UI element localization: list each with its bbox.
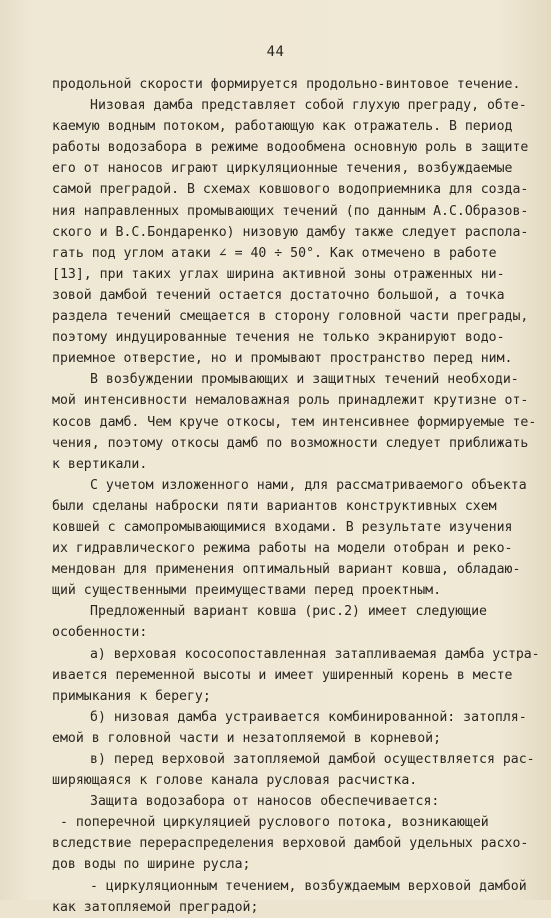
- text-line: раздела течений смещается в сторону головной части преграды,: [52, 309, 529, 325]
- text-line: ского и В.С.Бондаренко) низовую дамбу также следует распола-: [52, 224, 529, 240]
- text-line: гать под углом атаки ∠ = 40 ÷ 50°. Как отмечено в работе: [52, 245, 497, 261]
- text-line: - поперечной циркуляцией руслового потока, возникающей: [60, 815, 489, 831]
- text-line: емой в головной части и незатопляемой в корневой;: [52, 730, 442, 746]
- text-line: работы водозабора в режиме водообмена основную роль в защите: [52, 140, 529, 156]
- text-line: к вертикали.: [52, 456, 148, 472]
- text-line: чения, поэтому откосы дамб по возможности следует приближать: [52, 435, 529, 451]
- text-line: зовой дамбой течений остается достаточно большой, а точка: [52, 287, 505, 303]
- text-line: а) верховая кососопоставленная затапливаемая дамба устра-: [90, 646, 540, 662]
- text-line: С учетом изложенного нами, для рассматриваемого объекта: [90, 477, 527, 493]
- text-line: щий существенными преимуществами перед проектным.: [52, 583, 442, 599]
- text-line: В возбуждении промывающих и защитных течений необходи-: [90, 372, 519, 388]
- text-line: - циркуляционным течением, возбуждаемым верховой дамбой: [90, 878, 527, 894]
- text-line: особенности:: [52, 625, 148, 641]
- text-line: мой интенсивности немаловажная роль принадлежит крутизне от-: [52, 393, 529, 409]
- text-line: ния направленных промывающих течений (по данным А.С.Образов-: [52, 203, 529, 219]
- text-line: были сделаны наброски пяти вариантов конструктивных схем: [52, 498, 497, 514]
- text-line: приемное отверстие, но и промывают пространство перед ним.: [52, 351, 513, 367]
- text-line: продольной скорости формируется продольно-винтовое течение.: [52, 77, 521, 92]
- text-line: примыкания к берегу;: [52, 688, 211, 704]
- text-line: самой преградой. В схемах ковшового водоприемника для созда-: [52, 182, 529, 198]
- text-line: Предложенный вариант ковша (рис.2) имеет следующие: [90, 604, 487, 620]
- text-line: ширяющаяся к голове канала русловая расчистка.: [52, 773, 418, 789]
- text-line: ковшей с самопромывающимися входами. В результате изучения: [52, 519, 513, 535]
- text-line: каемую водным потоком, работающую как отражатель. В период: [52, 119, 513, 135]
- text-line: Низовая дамба представляет собой глухую преграду, обте-: [90, 98, 527, 114]
- text-line: как затопляемой преградой;: [52, 899, 259, 915]
- text-line: Защита водозабора от наносов обеспечивается:: [90, 794, 440, 810]
- text-line: его от наносов играют циркуляционные течения, возбуждаемые: [52, 161, 513, 177]
- page-number: 44: [266, 44, 285, 60]
- text-line: косов дамб. Чем круче откосы, тем интенсивнее формируемые те-: [52, 414, 537, 430]
- text-line: ивается переменной высоты и имеет уширенный корень в месте: [52, 667, 513, 683]
- body-text: [52, 74, 540, 918]
- text-line: дов воды по ширине русла;: [52, 857, 251, 873]
- text-line: вследствие перераспределения верховой дамбой удельных расхо-: [52, 836, 529, 852]
- text-line: в) перед верховой затопляемой дамбой осуществляется рас-: [90, 752, 535, 767]
- text-line: [13], при таких углах ширина активной зоны отраженных ни-: [52, 266, 505, 282]
- text-line: б) низовая дамба устраивается комбинированной: затопля-: [90, 709, 527, 725]
- text-line: поэтому индуцированные течения не только экранируют водо-: [52, 330, 505, 346]
- text-line: их гидравлического режима работы на модели отобран и реко-: [52, 541, 513, 557]
- text-line: мендован для применения оптимальный вариант ковша, обладаю-: [52, 562, 521, 578]
